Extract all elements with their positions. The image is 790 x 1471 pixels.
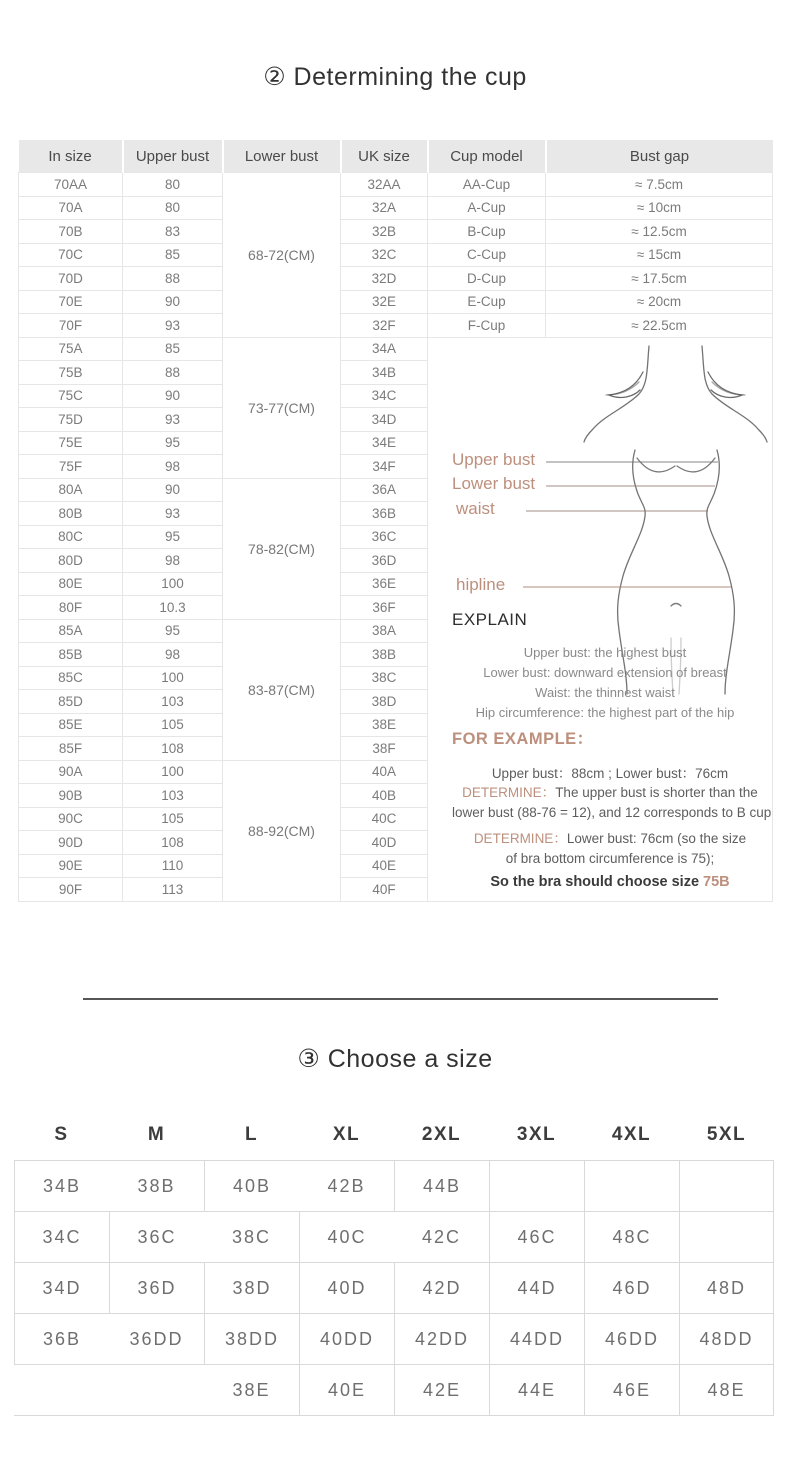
size-cell: 36B	[14, 1314, 109, 1364]
cup-model-cell: D-Cup	[428, 267, 546, 291]
example-accent-text: DETERMINE：	[473, 831, 567, 846]
uk-size-cell: 40C	[341, 807, 428, 831]
example-text: lower bust (88-76 = 12), and 12 corresponds to B cup	[452, 804, 771, 820]
uk-size-cell: 38A	[341, 619, 428, 643]
upper-bust-cell: 113	[123, 878, 223, 902]
cup-table-row	[19, 337, 773, 361]
size-cell: 40B	[204, 1161, 299, 1211]
lower-bust-cell: 73-77(CM)	[223, 337, 341, 478]
in-size-cell: 80E	[19, 572, 123, 596]
cup-table-row	[19, 196, 773, 220]
in-size-cell: 85F	[19, 737, 123, 761]
cup-table-header-row	[19, 140, 773, 173]
in-size-cell: 85A	[19, 619, 123, 643]
cup-table-row	[19, 220, 773, 244]
upper-bust-cell: 95	[123, 525, 223, 549]
size-cell: 42DD	[394, 1314, 489, 1364]
in-size-cell: 70D	[19, 267, 123, 291]
cup-table-header-cell: Bust gap	[546, 140, 773, 173]
explain-line: Hip circumference: the highest part of the hip	[475, 704, 735, 720]
example-text: So the bra should choose size	[490, 874, 704, 890]
size-col-header: XL	[332, 1124, 361, 1145]
size-cell: 46C	[489, 1212, 584, 1262]
in-size-cell: 70A	[19, 196, 123, 220]
in-size-cell: 80F	[19, 596, 123, 620]
size-cell: 46DD	[584, 1314, 679, 1364]
uk-size-cell: 40E	[341, 854, 428, 878]
size-cell: 34B	[14, 1161, 109, 1211]
uk-size-cell: 34F	[341, 455, 428, 479]
choose-size-table	[14, 1110, 774, 1416]
lower-bust-cell: 78-82(CM)	[223, 478, 341, 619]
upper-bust-cell: 85	[123, 243, 223, 267]
explain-lines	[452, 643, 758, 723]
size-col-header: 4XL	[611, 1124, 652, 1145]
cup-size-table	[18, 140, 773, 902]
bust-gap-cell: ≈ 20cm	[546, 290, 773, 314]
upper-bust-cell: 95	[123, 619, 223, 643]
size-cell: 44B	[394, 1161, 489, 1211]
upper-bust-cell: 108	[123, 831, 223, 855]
example-line	[452, 873, 768, 893]
cup-table-header-cell: In size	[19, 140, 123, 173]
uk-size-cell: 36B	[341, 502, 428, 526]
uk-size-cell: 32B	[341, 220, 428, 244]
in-size-cell: 75D	[19, 408, 123, 432]
in-size-cell: 75A	[19, 337, 123, 361]
upper-bust-cell: 100	[123, 666, 223, 690]
upper-bust-cell: 90	[123, 384, 223, 408]
upper-bust-cell: 10.3	[123, 596, 223, 620]
in-size-cell: 75C	[19, 384, 123, 408]
upper-bust-cell: 103	[123, 690, 223, 714]
uk-size-cell: 36E	[341, 572, 428, 596]
size-table-row	[14, 1262, 774, 1313]
in-size-cell: 75E	[19, 431, 123, 455]
size-cell: 36C	[109, 1212, 204, 1262]
size-cell: 40C	[299, 1212, 394, 1262]
size-cell: 42E	[394, 1365, 489, 1415]
example-block	[452, 764, 771, 893]
size-cell: 44E	[489, 1365, 584, 1415]
upper-bust-cell: 93	[123, 408, 223, 432]
size-cell: 42C	[421, 1226, 462, 1247]
cup-model-cell: AA-Cup	[428, 173, 546, 197]
upper-bust-cell: 103	[123, 784, 223, 808]
in-size-cell: 70AA	[19, 173, 123, 197]
cup-table-row	[19, 267, 773, 291]
in-size-cell: 85E	[19, 713, 123, 737]
in-size-cell: 75F	[19, 455, 123, 479]
size-cell: 46E	[584, 1365, 679, 1415]
size-cell	[679, 1161, 774, 1211]
example-text: The upper bust is shorter than the	[555, 785, 758, 800]
uk-size-cell: 40A	[341, 760, 428, 784]
size-table-row	[14, 1211, 774, 1262]
size-cell: 34C	[14, 1212, 109, 1262]
example-line	[452, 849, 768, 869]
size-col-header: 5XL	[706, 1124, 747, 1145]
uk-size-cell: 32E	[341, 290, 428, 314]
in-size-cell: 80C	[19, 525, 123, 549]
upper-bust-cell: 100	[123, 760, 223, 784]
size-cell	[679, 1212, 774, 1262]
size-cell: 38B	[137, 1175, 176, 1196]
bust-gap-cell: ≈ 10cm	[546, 196, 773, 220]
uk-size-cell: 34B	[341, 361, 428, 385]
in-size-cell: 75B	[19, 361, 123, 385]
example-text: Lower bust: 76cm (so the size	[566, 831, 747, 846]
uk-size-cell: 36C	[341, 525, 428, 549]
size-cell	[584, 1161, 679, 1211]
uk-size-cell: 38C	[341, 666, 428, 690]
size-cell: 42D	[394, 1263, 489, 1313]
uk-size-cell: 38E	[341, 713, 428, 737]
bust-gap-cell: ≈ 22.5cm	[546, 314, 773, 338]
explain-line: Upper bust: the highest bust	[523, 644, 687, 660]
in-size-cell: 80A	[19, 478, 123, 502]
in-size-cell: 70B	[19, 220, 123, 244]
uk-size-cell: 38F	[341, 737, 428, 761]
size-cell	[14, 1365, 109, 1415]
cup-model-cell: E-Cup	[428, 290, 546, 314]
cup-table-row	[19, 243, 773, 267]
size-cell: 48E	[679, 1365, 774, 1415]
in-size-cell: 90E	[19, 854, 123, 878]
size-col-header: 2XL	[421, 1124, 462, 1145]
size-cell: 40D	[299, 1263, 394, 1313]
upper-bust-cell: 100	[123, 572, 223, 596]
size-cell: 48DD	[679, 1314, 774, 1364]
explain-line: Lower bust: downward extension of breast	[483, 664, 727, 680]
figure-panel	[428, 338, 771, 900]
uk-size-cell: 40D	[341, 831, 428, 855]
upper-bust-cell: 98	[123, 643, 223, 667]
example-line	[452, 829, 768, 849]
size-table-row	[14, 1160, 774, 1211]
size-table-header-row	[14, 1110, 774, 1160]
figure-panel-cell	[428, 337, 773, 901]
cup-section-title: ② Determining the cup	[263, 63, 527, 91]
uk-size-cell: 36D	[341, 549, 428, 573]
in-size-cell: 70E	[19, 290, 123, 314]
section-divider	[83, 998, 718, 1000]
in-size-cell: 85D	[19, 690, 123, 714]
upper-bust-cell: 90	[123, 290, 223, 314]
size-table-row	[14, 1313, 774, 1364]
size-cell: 48D	[679, 1263, 774, 1313]
upper-bust-cell: 80	[123, 173, 223, 197]
cup-table-header-cell: UK size	[341, 140, 428, 173]
uk-size-cell: 32AA	[341, 173, 428, 197]
uk-size-cell: 38B	[341, 643, 428, 667]
upper-bust-cell: 85	[123, 337, 223, 361]
upper-bust-cell: 88	[123, 361, 223, 385]
cup-table-row	[19, 314, 773, 338]
bust-gap-cell: ≈ 15cm	[546, 243, 773, 267]
in-size-cell: 90D	[19, 831, 123, 855]
upper-bust-cell: 98	[123, 455, 223, 479]
bust-gap-cell: ≈ 17.5cm	[546, 267, 773, 291]
size-cell: 38D	[204, 1263, 299, 1313]
measurement-label-lower-bust: Lower bust	[452, 473, 536, 493]
uk-size-cell: 38D	[341, 690, 428, 714]
measurement-label-waist: waist	[456, 498, 495, 518]
cup-model-cell: A-Cup	[428, 196, 546, 220]
upper-bust-cell: 88	[123, 267, 223, 291]
size-cell: 46D	[584, 1263, 679, 1313]
measurement-label-upper-bust: Upper bust	[452, 449, 536, 469]
size-section-title: ③ Choose a size	[297, 1045, 493, 1073]
cup-model-cell: F-Cup	[428, 314, 546, 338]
size-cell: 34D	[14, 1263, 109, 1313]
for-example-title: FOR EXAMPLE：	[452, 729, 594, 748]
in-size-cell: 90B	[19, 784, 123, 808]
uk-size-cell: 32A	[341, 196, 428, 220]
example-accent-text: DETERMINE：	[462, 785, 556, 800]
size-cell	[109, 1365, 204, 1415]
upper-bust-cell: 80	[123, 196, 223, 220]
explain-line: Waist: the thinnest waist	[535, 684, 675, 700]
in-size-cell: 80D	[19, 549, 123, 573]
in-size-cell: 90C	[19, 807, 123, 831]
size-cell: 44D	[489, 1263, 584, 1313]
upper-bust-cell: 98	[123, 549, 223, 573]
uk-size-cell: 32D	[341, 267, 428, 291]
example-accent-text: 75B	[703, 874, 730, 890]
lower-bust-cell: 83-87(CM)	[223, 619, 341, 760]
cup-table-row	[19, 290, 773, 314]
size-cell: 42B	[327, 1175, 366, 1196]
example-line	[452, 764, 768, 784]
in-size-cell: 85C	[19, 666, 123, 690]
in-size-cell: 90A	[19, 760, 123, 784]
size-cell: 38C	[231, 1226, 272, 1247]
uk-size-cell: 32C	[341, 243, 428, 267]
upper-bust-cell: 105	[123, 713, 223, 737]
uk-size-cell: 34C	[341, 384, 428, 408]
in-size-cell: 70C	[19, 243, 123, 267]
size-cell: 44DD	[489, 1314, 584, 1364]
uk-size-cell: 40F	[341, 878, 428, 902]
uk-size-cell: 40B	[341, 784, 428, 808]
measurement-label-hipline: hipline	[456, 574, 506, 594]
cup-table-header-cell: Upper bust	[123, 140, 223, 173]
size-col-header: S	[54, 1124, 69, 1145]
uk-size-cell: 34E	[341, 431, 428, 455]
size-cell: 40E	[299, 1365, 394, 1415]
bust-gap-cell: ≈ 7.5cm	[546, 173, 773, 197]
uk-size-cell: 34A	[341, 337, 428, 361]
in-size-cell: 90F	[19, 878, 123, 902]
size-cell: 48C	[584, 1212, 679, 1262]
size-table-row	[14, 1364, 774, 1416]
size-cell	[489, 1161, 584, 1211]
upper-bust-cell: 93	[123, 314, 223, 338]
cup-model-cell: B-Cup	[428, 220, 546, 244]
upper-bust-cell: 93	[123, 502, 223, 526]
uk-size-cell: 32F	[341, 314, 428, 338]
upper-bust-cell: 110	[123, 854, 223, 878]
size-cell: 40DD	[299, 1314, 394, 1364]
explain-title: EXPLAIN	[452, 609, 528, 629]
cup-model-cell: C-Cup	[428, 243, 546, 267]
example-text: of bra bottom circumference is 75);	[505, 850, 715, 866]
bust-gap-cell: ≈ 12.5cm	[546, 220, 773, 244]
cup-table-header-cell: Lower bust	[223, 140, 341, 173]
uk-size-cell: 36A	[341, 478, 428, 502]
size-col-header: L	[244, 1124, 259, 1145]
size-col-header: 3XL	[516, 1124, 557, 1145]
size-cell: 36DD	[129, 1328, 184, 1349]
uk-size-cell: 36F	[341, 596, 428, 620]
example-text: Upper bust：88cm ; Lower bust：76cm	[491, 765, 729, 781]
in-size-cell: 80B	[19, 502, 123, 526]
upper-bust-cell: 95	[123, 431, 223, 455]
in-size-cell: 85B	[19, 643, 123, 667]
uk-size-cell: 34D	[341, 408, 428, 432]
upper-bust-cell: 83	[123, 220, 223, 244]
upper-bust-cell: 90	[123, 478, 223, 502]
upper-bust-cell: 108	[123, 737, 223, 761]
upper-bust-cell: 105	[123, 807, 223, 831]
in-size-cell: 70F	[19, 314, 123, 338]
cup-table-header-cell: Cup model	[428, 140, 546, 173]
size-cell: 38E	[232, 1379, 271, 1400]
lower-bust-cell: 68-72(CM)	[223, 173, 341, 338]
size-col-header: M	[147, 1124, 166, 1145]
example-line	[452, 783, 768, 803]
example-line	[452, 803, 771, 823]
size-cell: 38DD	[204, 1314, 299, 1364]
cup-table-row	[19, 173, 773, 197]
lower-bust-cell: 88-92(CM)	[223, 760, 341, 901]
size-cell: 36D	[109, 1263, 204, 1313]
